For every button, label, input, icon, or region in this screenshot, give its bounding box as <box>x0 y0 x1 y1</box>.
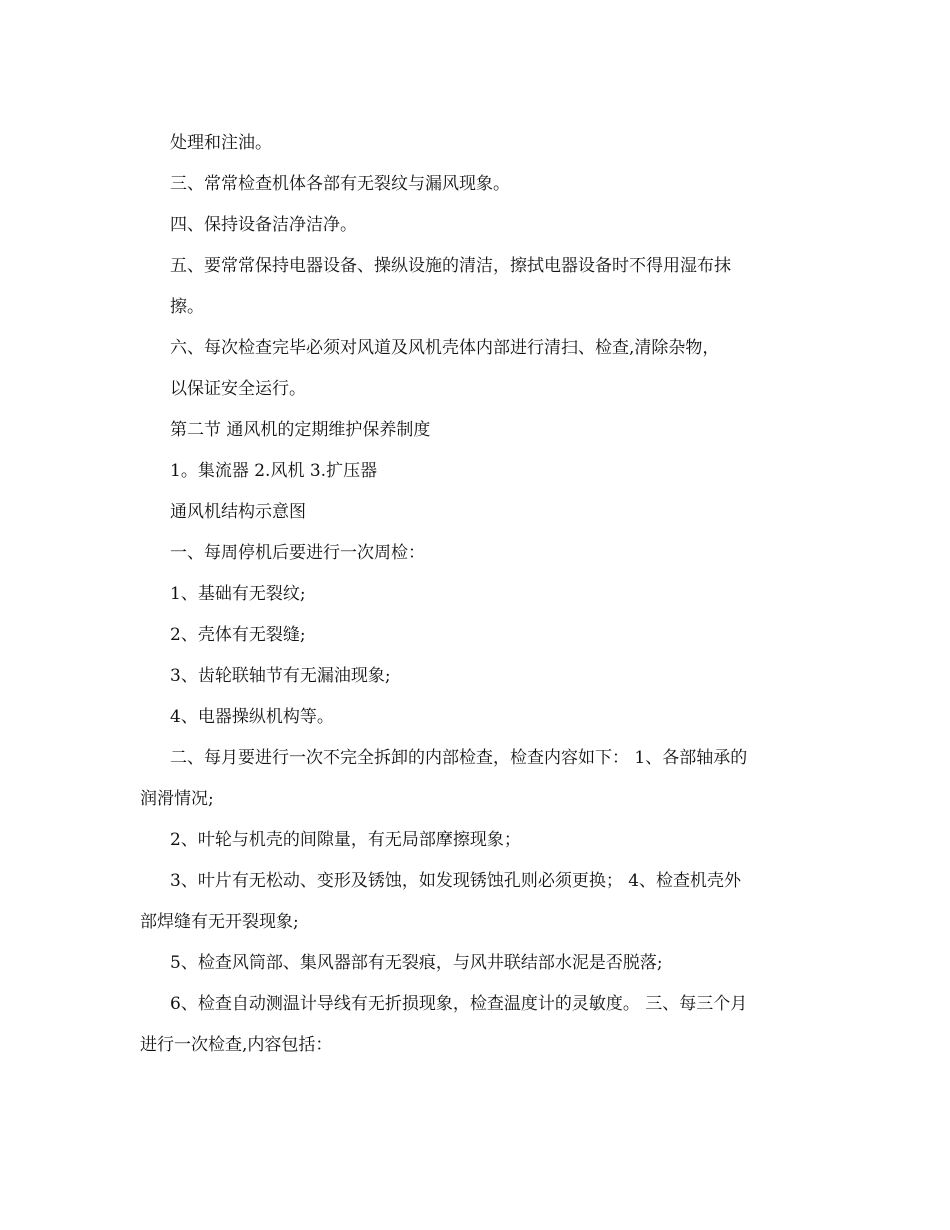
text-line: 润滑情况; <box>140 789 214 809</box>
text-line: 一、每周停机后要进行一次周检： <box>170 543 425 563</box>
list-item: 2、叶轮与机壳的间隙量，有无局部摩擦现象； <box>170 830 521 850</box>
text-line: 二、每月要进行一次不完全拆卸的内部检查，检查内容如下： 1、各部轴承的 <box>170 748 748 768</box>
section-heading: 第二节 通风机的定期维护保养制度 <box>170 420 431 440</box>
list-item: 4、电器操纵机构等。 <box>170 707 334 727</box>
text-line: 部焊缝有无开裂现象; <box>140 912 299 932</box>
text-line: 处理和注油。 <box>170 133 272 153</box>
text-line: 六、每次检查完毕必须对风道及风机壳体内部进行清扫、检查,清除杂物， <box>170 338 720 358</box>
list-item: 5、检查风筒部、集风器部有无裂痕，与风井联结部水泥是否脱落; <box>170 953 663 973</box>
list-item: 1、基础有无裂纹; <box>170 584 306 604</box>
list-item: 2、壳体有无裂缝; <box>170 625 306 645</box>
figure-caption: 通风机结构示意图 <box>170 502 306 522</box>
text-line: 以保证安全运行。 <box>170 379 306 399</box>
list-item: 3、叶片有无松动、变形及锈蚀，如发现锈蚀孔则必须更换； 4、检查机壳外 <box>170 871 742 891</box>
list-item: 6、检查自动测温计导线有无折损现象，检查温度计的灵敏度。 三、每三个月 <box>170 994 748 1014</box>
list-item: 3、齿轮联轴节有无漏油现象; <box>170 666 391 686</box>
text-line: 四、保持设备洁净洁净。 <box>170 215 357 235</box>
text-line: 五、要常常保持电器设备、操纵设施的清洁，擦拭电器设备时不得用湿布抹 <box>170 256 731 276</box>
text-line: 三、常常检查机体各部有无裂纹与漏风现象。 <box>170 174 510 194</box>
text-line: 进行一次检查,内容包括： <box>140 1035 333 1055</box>
text-line: 擦。 <box>170 297 204 317</box>
figure-legend: 1。集流器 2.风机 3.扩压器 <box>170 461 378 481</box>
